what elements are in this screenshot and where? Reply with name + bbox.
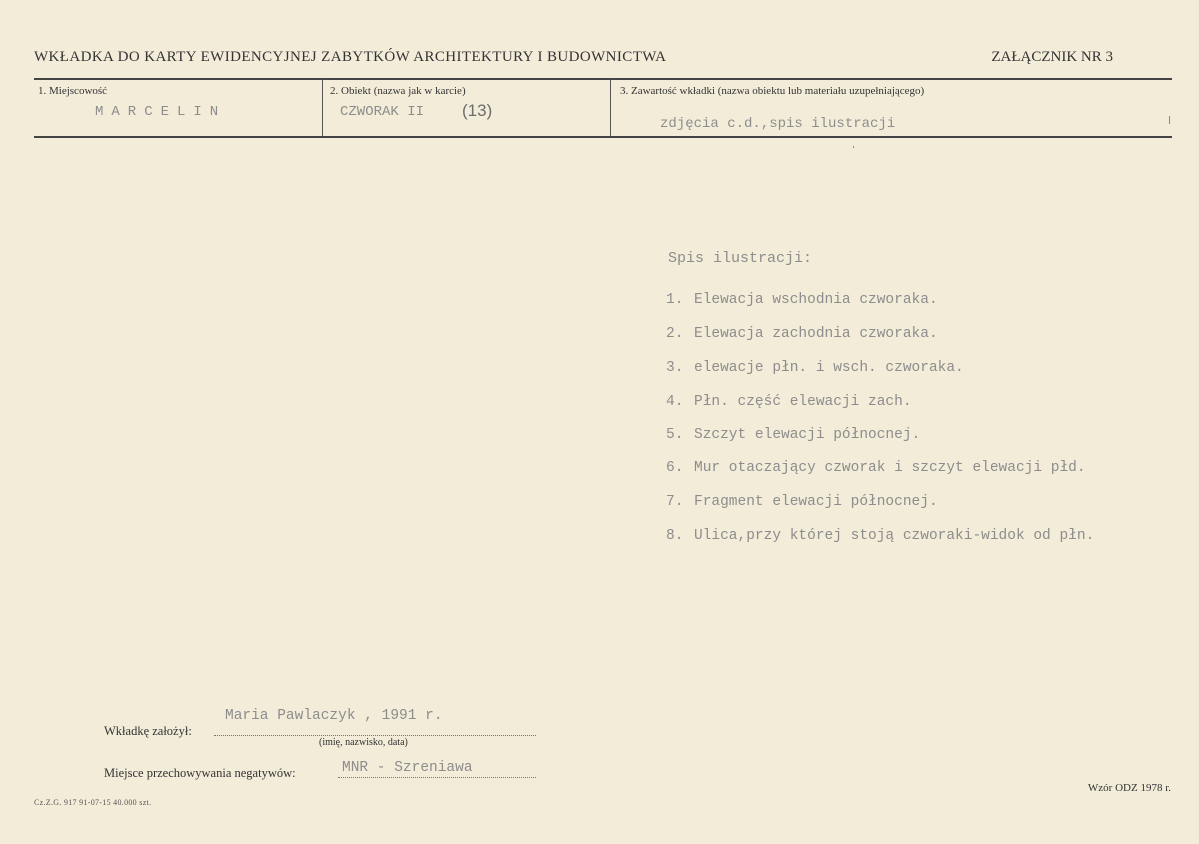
list-item-text: Elewacja wschodnia czworaka. bbox=[694, 292, 938, 308]
list-item bbox=[666, 528, 1094, 544]
list-item-text: elewacje płn. i wsch. czworaka. bbox=[694, 360, 964, 376]
list-item bbox=[666, 494, 938, 510]
list-item bbox=[666, 427, 920, 443]
list-item-number: 8. bbox=[666, 528, 684, 544]
list-item-text: Szczyt elewacji północnej. bbox=[694, 427, 921, 443]
list-item bbox=[666, 326, 938, 342]
founded-by-label: Wkładkę założył: bbox=[104, 724, 192, 738]
negative-storage-label: Miejsce przechowywania negatywów: bbox=[104, 766, 296, 780]
object-handwritten-number: (13) bbox=[462, 101, 493, 120]
list-item-number: 6. bbox=[666, 460, 684, 476]
place-value: MARCELIN bbox=[95, 104, 227, 120]
list-item-number: 7. bbox=[666, 494, 684, 510]
list-item-number: 5. bbox=[666, 427, 684, 443]
negative-storage-line bbox=[338, 777, 536, 778]
list-item bbox=[666, 460, 1086, 476]
place-label: 1. Miejscowość bbox=[38, 85, 108, 97]
negative-storage-value: MNR - Szreniawa bbox=[342, 760, 473, 776]
content-label: 3. Zawartość wkładki (nazwa obiektu lub materiału uzupełniającego) bbox=[620, 85, 925, 97]
content-value: zdjęcia c.d.,spis ilustracji bbox=[660, 116, 896, 132]
founded-by-hint: (imię, nazwisko, data) bbox=[319, 737, 408, 748]
list-item-number: 1. bbox=[666, 292, 684, 308]
template-version: Wzór ODZ 1978 r. bbox=[1087, 782, 1171, 794]
field-divider-2 bbox=[610, 79, 611, 136]
list-item-number: 2. bbox=[666, 326, 684, 342]
list-item-number: 4. bbox=[666, 394, 684, 410]
print-code: Cz.Z.G. 917 91-07-15 40.000 szt. bbox=[34, 798, 152, 807]
list-item bbox=[666, 292, 938, 308]
list-item bbox=[666, 360, 964, 376]
list-item-text: Elewacja zachodnia czworaka. bbox=[694, 326, 938, 342]
illustration-list-heading: Spis ilustracji: bbox=[668, 250, 813, 267]
form-title: WKŁADKA DO KARTY EWIDENCYJNEJ ZABYTKÓW ARCHITEKTURY I BUDOWNICTWA bbox=[34, 49, 667, 65]
margin-mark bbox=[853, 146, 854, 148]
founded-by-line bbox=[214, 735, 536, 736]
list-item-number: 3. bbox=[666, 360, 684, 376]
header-rule-bottom bbox=[34, 136, 1172, 138]
attachment-number: ZAŁĄCZNIK NR 3 bbox=[991, 49, 1113, 65]
object-label: 2. Obiekt (nazwa jak w karcie) bbox=[330, 85, 466, 97]
margin-mark bbox=[1169, 116, 1170, 124]
field-divider-1 bbox=[322, 79, 323, 136]
list-item-text: Płn. część elewacji zach. bbox=[694, 394, 912, 410]
object-value: CZWORAK II bbox=[340, 104, 425, 120]
list-item bbox=[666, 394, 912, 410]
list-item-text: Fragment elewacji północnej. bbox=[694, 494, 938, 510]
list-item-text: Ulica,przy której stoją czworaki-widok od płn. bbox=[694, 528, 1095, 544]
header-rule-top bbox=[34, 78, 1172, 80]
founded-by-value: Maria Pawlaczyk , 1991 r. bbox=[225, 708, 443, 724]
list-item-text: Mur otaczający czworak i szczyt elewacji płd. bbox=[694, 460, 1086, 476]
